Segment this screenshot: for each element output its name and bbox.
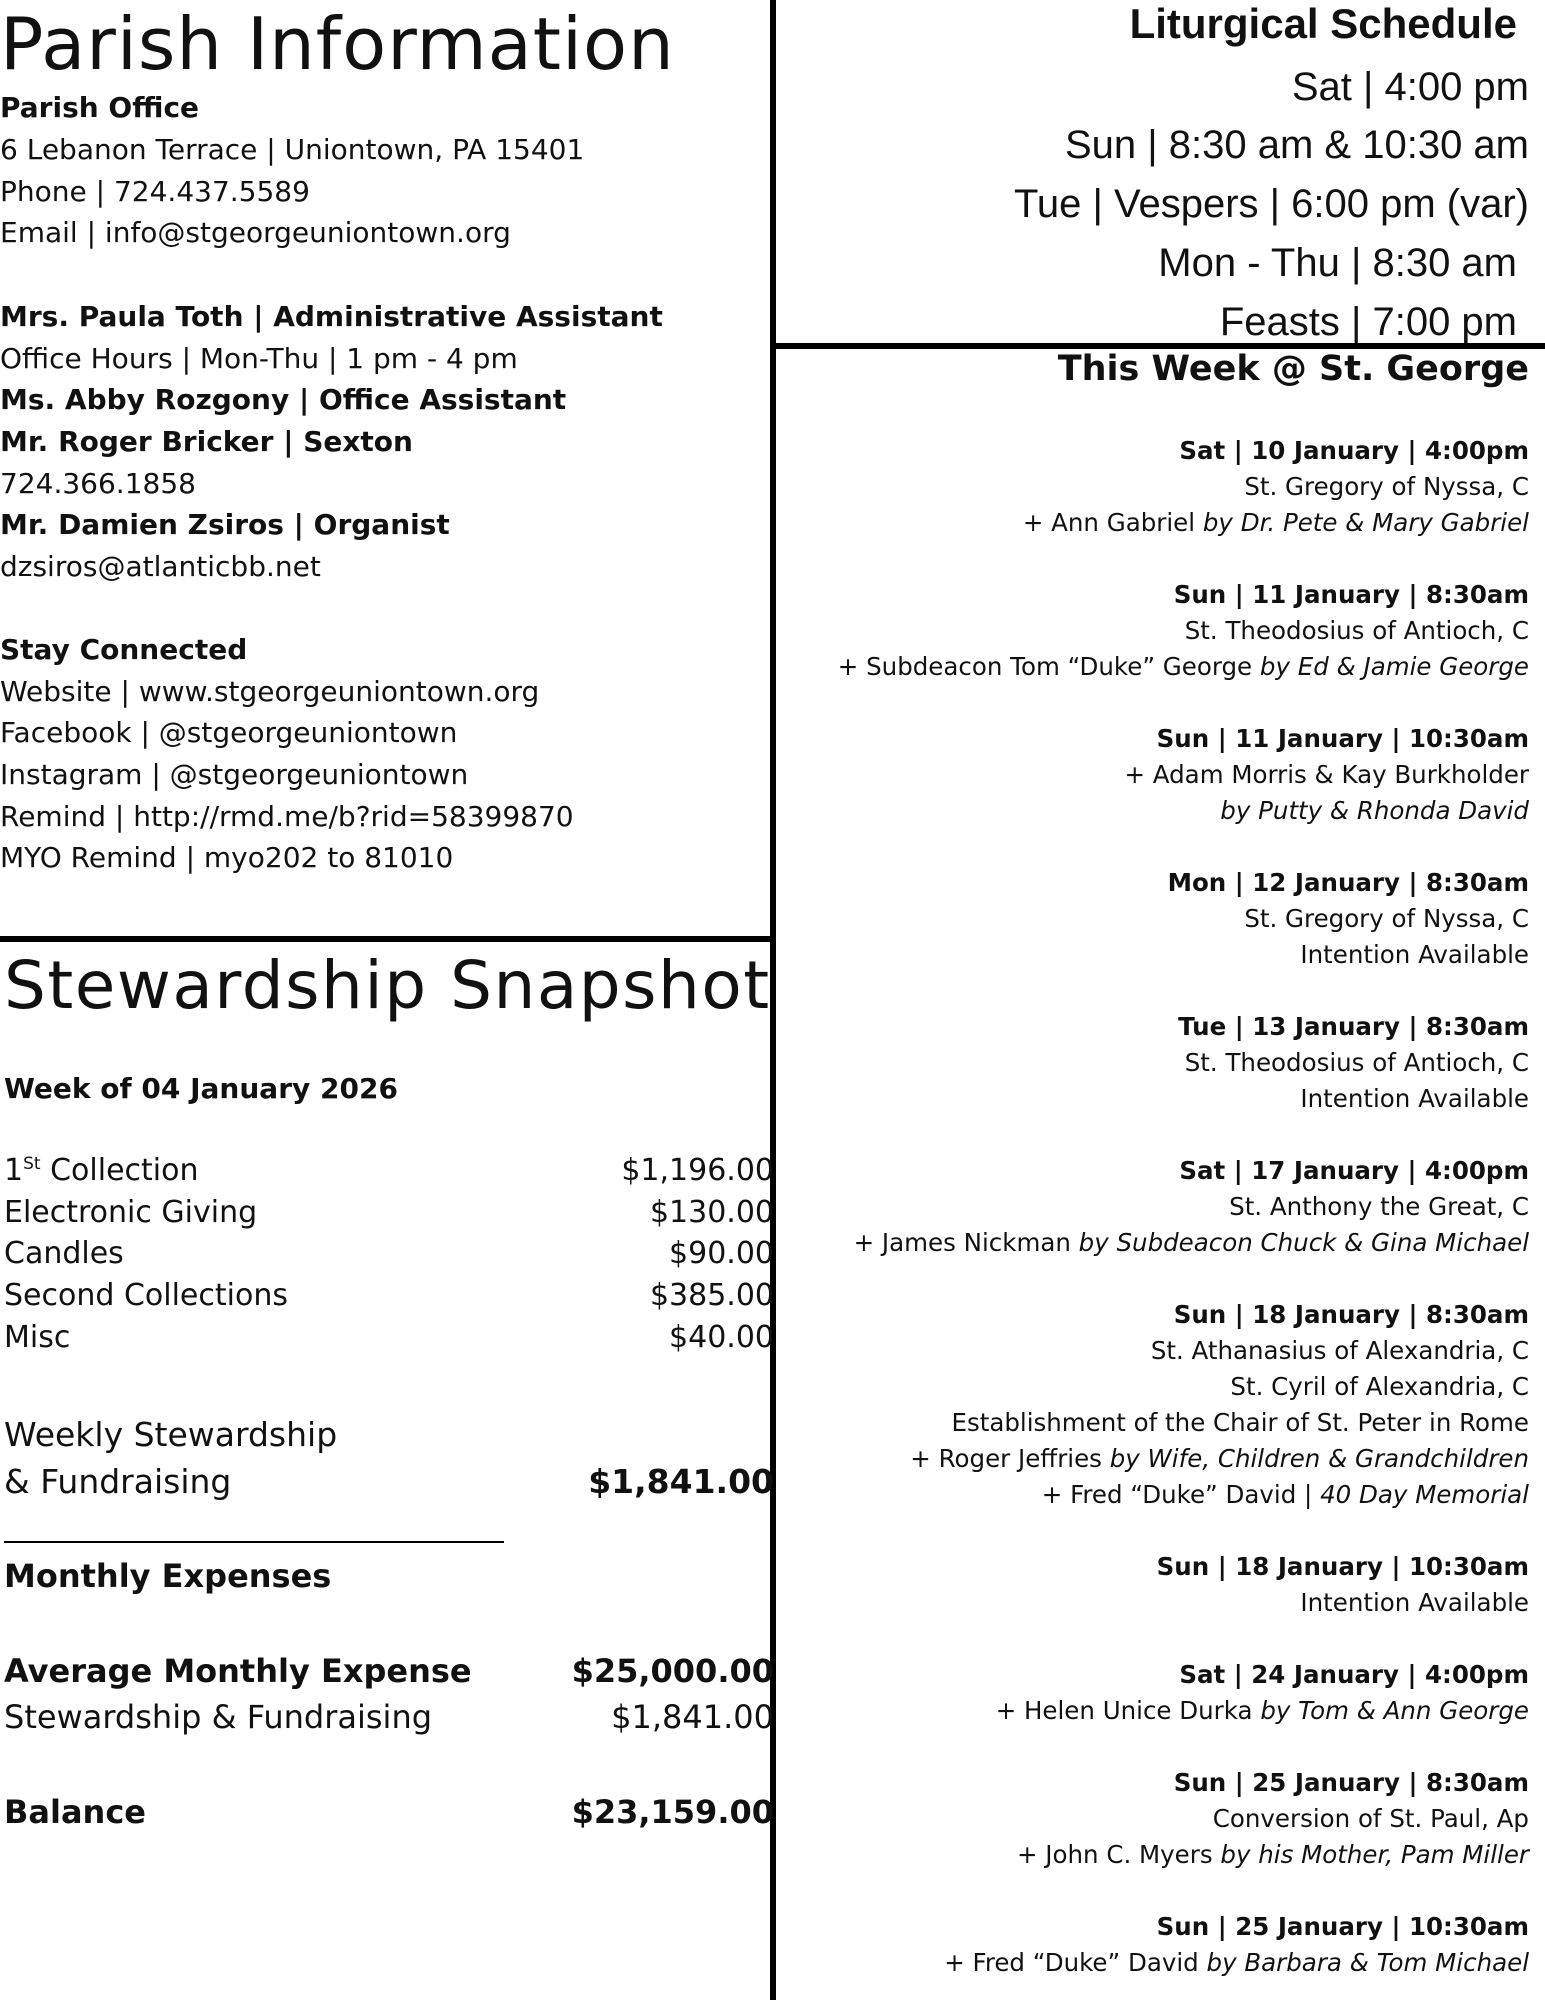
event-line: Establishment of the Chair of St. Peter in Rome [951,1408,1529,1437]
monthly-expenses-heading: Monthly Expenses [4,1557,332,1595]
staff-detail: 724.366.1858 [0,467,196,500]
staff-name: Mr. Damien Zsiros | Organist [0,508,450,541]
event-line: by Putty & Rhonda David [1220,796,1529,825]
event-line: + Ann Gabriel by Dr. Pete & Mary Gabriel [1022,508,1529,537]
sf-row [4,1694,774,1740]
weekly-total-row [4,1411,774,1459]
event-line: St. Anthony the Great, C [1229,1192,1529,1221]
parish-office-heading: Parish Office [0,91,200,124]
sf-amount: $1,841.00 [611,1698,774,1736]
connect-facebook: Facebook | @stgeorgeuniontown [0,716,458,749]
stay-connected-heading: Stay Connected [0,633,248,666]
ledger-label: Electronic Giving [4,1195,258,1230]
ledger-row [4,1192,774,1234]
ledger-amount: $130.00 [649,1195,774,1230]
staff-name: Mrs. Paula Toth | Administrative Assistant [0,300,663,333]
staff-name: Ms. Abby Rozgony | Office Assistant [0,383,567,416]
event-item [910,1297,1529,1513]
ledger-amount: $385.00 [649,1278,774,1313]
event-header: Sun | 11 January | 10:30am [1156,724,1529,753]
avg-expense-row [4,1648,774,1694]
schedule-line: Tue | Vespers | 6:00 pm (var) [1013,182,1529,226]
ledger-amount: $90.00 [669,1236,774,1271]
event-header: Sat | 10 January | 4:00pm [1179,436,1529,465]
parish-email: Email | info@stgeorgeuniontown.org [0,216,511,249]
schedule-line: Mon - Thu | 8:30 am [1158,241,1517,285]
weekly-label-2: & Fundraising [4,1462,232,1501]
event-line: + Fred “Duke” David by Barbara & Tom Michael [944,1948,1529,1977]
event-line: + Adam Morris & Kay Burkholder [1124,760,1529,789]
connect-remind: Remind | http://rmd.me/b?rid=58399870 [0,800,574,833]
event-header: Sat | 17 January | 4:00pm [1179,1156,1529,1185]
event-header: Sun | 25 January | 8:30am [1173,1768,1529,1797]
event-header: Sun | 18 January | 8:30am [1173,1300,1529,1329]
event-line: St. Athanasius of Alexandria, C [1150,1336,1529,1365]
event-item [1124,721,1529,829]
weekly-amount: $1,841.00 [588,1462,774,1501]
event-item [1017,1765,1529,1873]
parish-address: 6 Lebanon Terrace | Uniontown, PA 15401 [0,133,585,166]
event-line: Conversion of St. Paul, Ap [1212,1804,1529,1833]
event-header: Sun | 18 January | 10:30am [1156,1552,1529,1581]
event-line: St. Cyril of Alexandria, C [1230,1372,1529,1401]
event-item [1168,865,1529,973]
event-line: Intention Available [1300,940,1529,969]
balance-amount: $23,159.00 [571,1793,774,1831]
balance-label: Balance [4,1793,146,1831]
parish-phone: Phone | 724.437.5589 [0,175,310,208]
event-item [944,1909,1529,1981]
event-header: Sun | 11 January | 8:30am [1173,580,1529,609]
schedule-line: Sat | 4:00 pm [1291,65,1529,109]
event-line: + Subdeacon Tom “Duke” George by Ed & Jamie George [837,652,1529,681]
event-line: Intention Available [1300,1084,1529,1113]
event-line: + Fred “Duke” David | 40 Day Memorial [1041,1480,1529,1509]
weekly-total-row [4,1458,774,1506]
event-header: Tue | 13 January | 8:30am [1178,1012,1529,1041]
event-item [838,577,1529,685]
stewardship-divider [0,936,776,942]
schedule-line: Sun | 8:30 am & 10:30 am [1064,123,1529,167]
ledger-label: Second Collections [4,1278,288,1313]
connect-website: Website | www.stgeorgeuniontown.org [0,675,540,708]
weekly-label-1: Weekly Stewardship [4,1415,338,1454]
ledger-row [4,1233,774,1275]
event-line: Intention Available [1300,1588,1529,1617]
staff-detail: dzsiros@atlanticbb.net [0,550,321,583]
event-line: St. Theodosius of Antioch, C [1184,1048,1529,1077]
ledger-amount: $1,196.00 [621,1153,774,1188]
ledger-row [4,1275,774,1317]
connect-instagram: Instagram | @stgeorgeuniontown [0,758,469,791]
staff-detail: Office Hours | Mon-Thu | 1 pm - 4 pm [0,342,518,375]
schedule-line: Feasts | 7:00 pm [1219,300,1517,344]
ledger-label: Candles [4,1236,124,1271]
monthly-underline [4,1541,504,1543]
this-week-title: This Week @ St. George [1057,349,1529,389]
event-header: Mon | 12 January | 8:30am [1167,868,1529,897]
liturgical-title: Liturgical Schedule [1129,0,1517,47]
event-line: St. Gregory of Nyssa, C [1244,904,1529,933]
stewardship-title: Stewardship Snapshot [4,947,771,1024]
stewardship-week: Week of 04 January 2026 [4,1072,398,1105]
balance-row [4,1789,774,1835]
event-line: + James Nickman by Subdeacon Chuck & Gina Michael [853,1228,1529,1257]
staff-name: Mr. Roger Bricker | Sexton [0,425,413,458]
avg-expense-label: Average Monthly Expense [4,1652,472,1690]
event-item [1023,433,1529,541]
sf-label: Stewardship & Fundraising [4,1698,433,1736]
ledger-label: Misc [4,1320,71,1355]
event-item [996,1657,1529,1729]
event-line: + Roger Jeffries by Wife, Children & Grandchildren [910,1444,1529,1473]
connect-myo-remind: MYO Remind | myo202 to 81010 [0,841,454,874]
event-item [1157,1549,1529,1621]
parish-title: Parish Information [0,2,675,86]
event-item [1178,1009,1529,1117]
ledger-label: 1St Collection [4,1153,199,1188]
ledger-amount: $40.00 [669,1320,774,1355]
event-line: + John C. Myers by his Mother, Pam Miller [1016,1840,1529,1869]
ledger-row [4,1317,774,1359]
event-line: St. Theodosius of Antioch, C [1184,616,1529,645]
avg-expense-amount: $25,000.00 [571,1652,774,1690]
event-line: + Helen Unice Durka by Tom & Ann George [995,1696,1529,1725]
event-item [854,1153,1529,1261]
event-header: Sun | 25 January | 10:30am [1156,1912,1529,1941]
ledger-row [4,1150,774,1192]
event-line: St. Gregory of Nyssa, C [1244,472,1529,501]
event-header: Sat | 24 January | 4:00pm [1179,1660,1529,1689]
